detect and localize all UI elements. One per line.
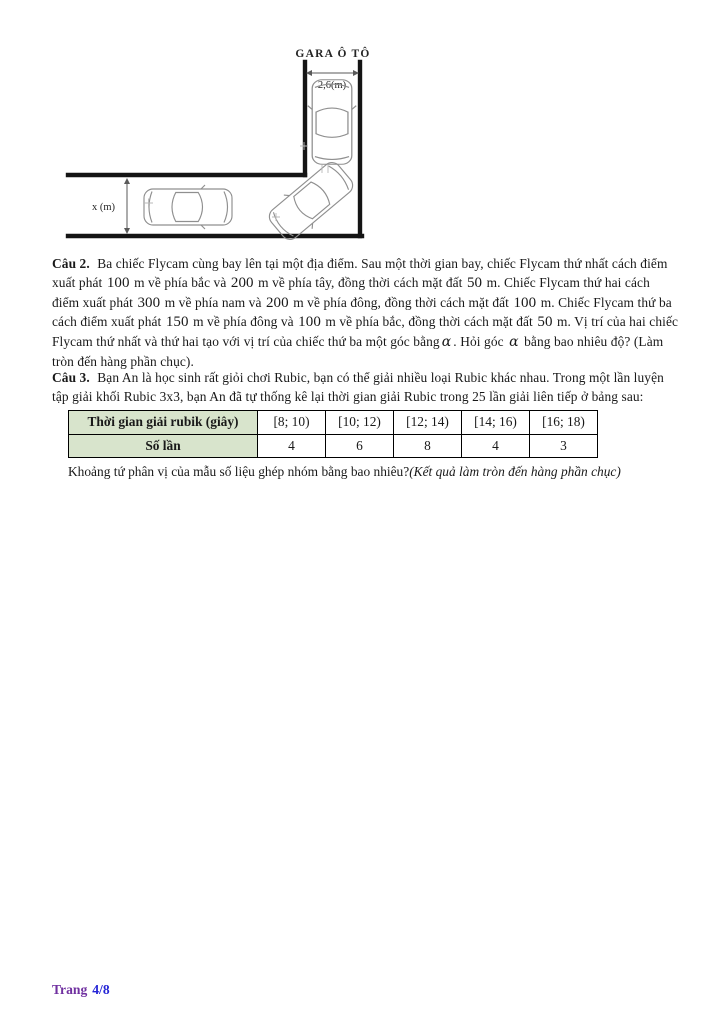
table-interval-1: [8; 10) bbox=[258, 411, 326, 435]
question-3-text: Bạn An là học sinh rất giỏi chơi Rubic, bạn có thể giải nhiều loại Rubic khác nhau. Trong một lần luyện tập giải khối Rubic 3x3, bạn An đã tự thống kê lại thời gian giải Rubic trong 25 lần giải liên tiếp ở bảng sau: bbox=[52, 370, 664, 405]
page-footer bbox=[52, 982, 110, 998]
question-3 bbox=[52, 368, 680, 407]
table-interval-2: [10; 12) bbox=[326, 411, 394, 435]
table-interval-3: [12; 14) bbox=[394, 411, 462, 435]
question-3-label: Câu 3. bbox=[52, 370, 90, 385]
figure-title: GARA Ô TÔ bbox=[295, 48, 371, 60]
car-parked-in-garage bbox=[308, 80, 356, 164]
garage-diagram-svg bbox=[60, 40, 372, 242]
table-interval-4: [14; 16) bbox=[462, 411, 530, 435]
car-on-road bbox=[144, 185, 232, 229]
garage-parking-figure bbox=[60, 40, 372, 242]
question-2-label: Câu 2. bbox=[52, 256, 90, 271]
road-width-label: x (m) bbox=[91, 202, 115, 213]
question-2-text: Ba chiếc Flycam cùng bay lên tại một địa điểm. Sau một thời gian bay, chiếc Flycam thứ nhất cách điểm xuất phát 100 m về phía bắc và 200 m về phía tây, đồng thời cách mặt đất 50 m. Chiếc Flycam thứ hai cách điểm xuất phát 300 m về phía nam và 200 m về phía đông, đồng thời cách mặt đất 100 m. Chiếc Flycam thứ ba cách điểm xuất phát 150 m về phía đông và 100 m về phía bắc, đồng thời cách mặt đất 50 m. Vị trí của hai chiếc Flycam thứ nhất và thứ hai tạo với vị trí của chiếc thứ ba một góc bằng α . Hỏi góc α bằng bao nhiêu độ? (Làm tròn đến hàng phần chục). bbox=[52, 256, 679, 370]
footer-page-word: Trang bbox=[52, 982, 88, 997]
rubik-times-table bbox=[68, 410, 598, 458]
table-header-time: Thời gian giải rubik (giây) bbox=[69, 411, 258, 435]
table-row-intervals bbox=[69, 411, 598, 435]
table-count-2: 6 bbox=[326, 434, 394, 458]
car-turning-into-garage bbox=[263, 156, 359, 242]
footer-page-number: 4/8 bbox=[92, 982, 110, 997]
garage-width-dimension bbox=[306, 70, 359, 91]
table-count-5: 3 bbox=[530, 434, 598, 458]
question-2 bbox=[52, 254, 680, 371]
table-count-4: 4 bbox=[462, 434, 530, 458]
table-count-1: 4 bbox=[258, 434, 326, 458]
table-header-count: Số lần bbox=[69, 434, 258, 458]
table-row-counts bbox=[69, 434, 598, 458]
road-width-dimension bbox=[92, 178, 130, 234]
garage-width-label: 2,6(m) bbox=[317, 80, 347, 91]
closing-question: Khoảng tứ phân vị của mẫu số liệu ghép nhóm bằng bao nhiêu?(Kết quả làm tròn đến hàng phần chục) bbox=[68, 464, 621, 479]
table-interval-5: [16; 18) bbox=[530, 411, 598, 435]
table-count-3: 8 bbox=[394, 434, 462, 458]
